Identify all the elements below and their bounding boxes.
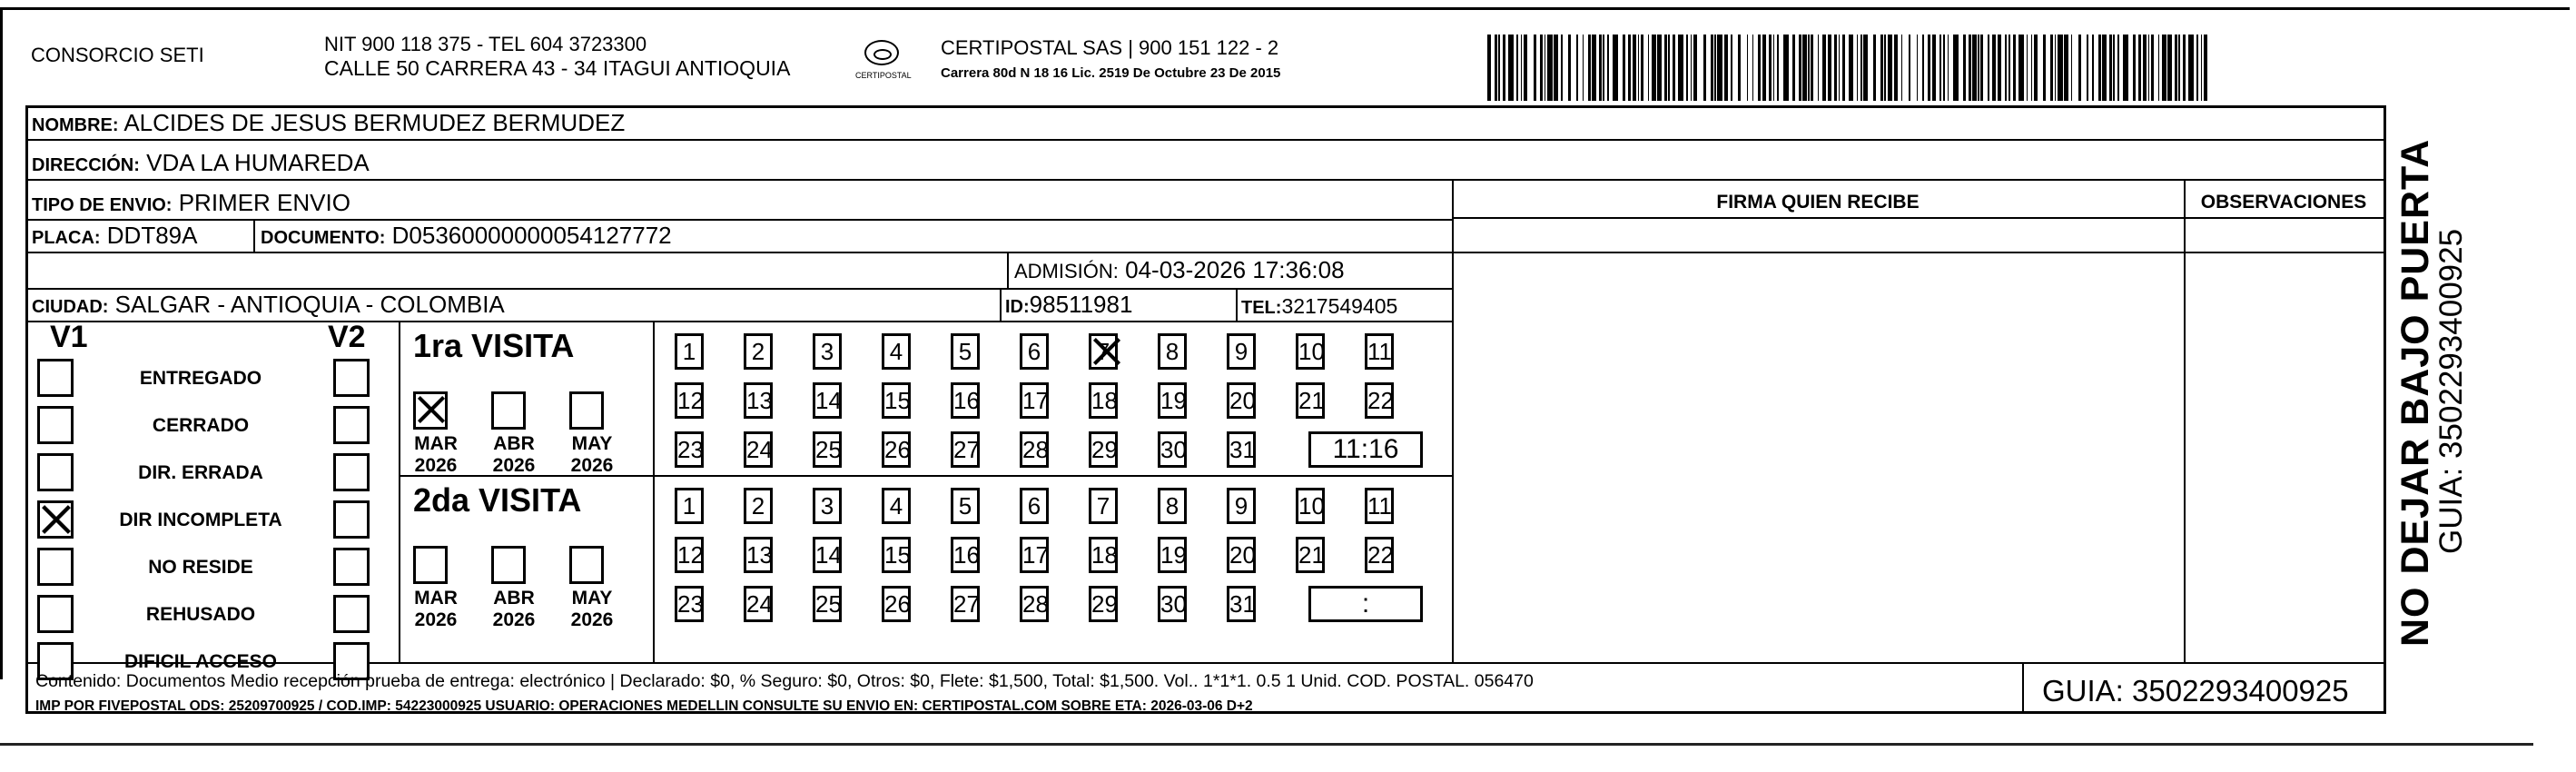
recipient-address: VDA LA HUMAREDA [146,149,370,176]
certipostal-logo-icon [864,40,899,65]
barcode-bar [1731,35,1732,101]
day-box[interactable]: 14 [813,382,842,419]
day-box[interactable]: 21 [1296,537,1325,573]
day-box[interactable]: 3 [813,333,842,370]
barcode-bar [1503,35,1505,101]
barcode-bar [2178,35,2179,101]
day-box[interactable]: 29 [1089,431,1118,468]
day-box[interactable]: 11 [1365,333,1394,370]
footer-imp-line: IMP POR FIVEPOSTAL ODS: 25209700925 / COD.IMP: 54223000925 USUARIO: OPERACIONES MEDELLIN CONSULTE SU ENVIO EN: CERTIPOSTAL.COM SOBRE ETA: 2026-03-06 D+2 [35,698,1253,714]
barcode-bar [2143,35,2147,101]
day-box[interactable]: 31 [1227,586,1256,622]
barcode-bar [2109,35,2112,101]
status-v2-checkbox[interactable] [333,359,370,397]
barcode-bar [2183,35,2186,101]
barcode-bar [1773,35,1774,101]
status-v1-checkbox[interactable] [37,548,74,586]
status-label: CERRADO [152,415,250,436]
barcode-bar [1762,35,1766,101]
day-box[interactable]: 24 [744,431,773,468]
barcode-bar [1657,35,1661,101]
barcode-bar [1873,35,1876,101]
visit-month-checkbox[interactable] [569,546,604,584]
month-name: MAY [571,433,613,454]
barcode-bar [1811,35,1813,101]
day-box[interactable]: 8 [1158,333,1187,370]
row-divider [28,219,1452,221]
barcode-bar [2027,35,2028,101]
barcode-bar [1711,35,1713,101]
barcode-bar [1648,35,1649,101]
barcode-bar [1909,35,1911,101]
ciudad-label: CIUDAD: [32,297,109,317]
day-box[interactable]: 25 [813,431,842,468]
carrier-line: CERTIPOSTAL SAS | 900 151 122 - 2 [941,36,1279,59]
document-number: D05360000000054127772 [391,222,672,249]
day-box[interactable]: 13 [744,537,773,573]
day-box[interactable]: 17 [1020,382,1049,419]
tipo-envio-label: TIPO DE ENVIO: [32,195,173,215]
barcode-bar [1603,35,1604,101]
col-divider [1007,252,1009,288]
month-name: ABR [493,588,535,609]
barcode-bar [1758,35,1761,101]
barcode-bar [2204,35,2207,101]
card-top-border [0,7,2570,10]
check-mark-icon [40,503,73,536]
day-box[interactable]: 23 [675,586,704,622]
month-name: MAR [414,433,458,454]
barcode-bar [1703,35,1706,101]
barcode-bar [1828,35,1831,101]
barcode-bar [1948,35,1949,101]
barcode-bar [1988,35,1989,101]
barcode-bar [1980,35,1983,101]
barcode-bar [2071,35,2072,101]
visit-month-label [484,588,544,631]
barcode-bar [1769,35,1772,101]
day-box[interactable]: 20 [1227,537,1256,573]
recipient-city: SALGAR - ANTIOQUIA - COLOMBIA [114,291,505,318]
day-box[interactable]: 22 [1365,382,1394,419]
shipment-form [25,105,2386,714]
barcode-bar [1943,35,1944,101]
barcode-bar [1576,35,1577,101]
barcode-bar [1901,35,1902,101]
id-label: ID: [1005,297,1030,317]
recipient-name: ALCIDES DE JESUS BERMUDEZ BERMUDEZ [123,109,626,136]
visit-month-checkbox[interactable] [491,391,526,430]
barcode-bar [1978,35,1979,101]
barcode-bar [1521,35,1522,101]
day-box[interactable]: 8 [1158,488,1187,524]
visit-time-box[interactable]: : [1308,586,1423,622]
visit-month-checkbox[interactable] [413,546,448,584]
day-box[interactable]: 28 [1020,431,1049,468]
barcode-bar [1487,35,1491,101]
day-box[interactable]: 7 [1089,333,1118,370]
visit-month-label [562,433,622,477]
month-name: MAY [571,588,613,609]
day-box[interactable]: 30 [1158,431,1187,468]
barcode-bar [2078,35,2081,101]
month-name: ABR [493,433,535,454]
visit-month-checkbox[interactable] [569,391,604,430]
status-label: ENTREGADO [139,368,262,389]
barcode-bar [2188,35,2194,101]
row-divider [28,179,2384,181]
month-year: 2026 [492,455,536,476]
admision-label: ADMISIÓN: [1014,260,1119,282]
shipment-type: PRIMER ENVIO [178,189,350,216]
col-divider [653,321,655,662]
day-box[interactable]: 13 [744,382,773,419]
barcode-bar [1628,35,1631,101]
day-box[interactable]: 15 [882,537,911,573]
barcode-bar [1633,35,1636,101]
day-box[interactable]: 2 [744,488,773,524]
barcode-bar [1932,35,1936,101]
barcode-bar [1917,35,1918,101]
barcode-bar [1792,35,1795,101]
month-name: MAR [414,588,458,609]
barcode-bar [1516,35,1517,101]
day-box[interactable]: 29 [1089,586,1118,622]
day-box[interactable]: 23 [675,431,704,468]
barcode-bar [1638,35,1639,101]
day-box[interactable]: 30 [1158,586,1187,622]
day-box[interactable]: 4 [882,333,911,370]
col-divider [1236,288,1238,321]
barcode-bar [1588,35,1591,101]
barcode-bar [1641,35,1643,101]
status-v1-checkbox[interactable] [37,500,74,539]
status-v2-checkbox[interactable] [333,595,370,633]
barcode-bar [2031,35,2032,101]
side-guia: GUIA: 3502293400925 [2433,228,2469,554]
barcode-bar [2196,35,2197,101]
barcode-bar [1818,35,1819,101]
card-bottom-border [0,743,2533,746]
barcode-bar [2058,35,2063,101]
nombre-label: NOMBRE: [32,115,119,135]
row-divider [28,662,2384,664]
barcode-bar [1613,35,1618,101]
barcode-bar [1568,35,1571,101]
barcode-bar [2050,35,2053,101]
barcode-bar [2018,35,2024,101]
barcode-bar [1524,35,1527,101]
visit-title: 1ra VISITA [413,327,575,364]
barcode-bar [1939,35,1942,101]
day-box[interactable]: 10 [1296,333,1325,370]
barcode-bar [1583,35,1584,101]
barcode-bar [1495,35,1497,101]
month-year: 2026 [492,609,536,630]
status-v2-checkbox[interactable] [333,500,370,539]
day-box[interactable]: 9 [1227,488,1256,524]
barcode-bar [1802,35,1806,101]
barcode-bar [1783,35,1789,101]
visit-title: 2da VISITA [413,481,582,519]
barcode-bar [1922,35,1923,101]
status-v2-checkbox[interactable] [333,406,370,444]
day-box[interactable]: 4 [882,488,911,524]
barcode-bar [2113,35,2114,101]
barcode-bar [2158,35,2159,101]
barcode-bar [1953,35,1959,101]
barcode-bar [1849,35,1854,101]
day-box[interactable]: 2 [744,333,773,370]
day-box[interactable]: 10 [1296,488,1325,524]
barcode-bar [2013,35,2016,101]
month-year: 2026 [570,455,614,476]
barcode-bar [1894,35,1898,101]
barcode-bar [2102,35,2106,101]
row-divider [28,139,2384,141]
barcode-bar [1547,35,1553,101]
day-box[interactable]: 19 [1158,382,1187,419]
day-box[interactable]: 6 [1020,333,1049,370]
barcode-bar [1822,35,1826,101]
visit-month-checkbox[interactable] [491,546,526,584]
barcode-bar [2043,35,2046,101]
day-box[interactable]: 5 [951,333,980,370]
row-divider [28,288,1452,290]
barcode-bar [1673,35,1675,101]
barcode-bar [1691,35,1692,101]
day-box[interactable]: 5 [951,488,980,524]
row-divider [399,475,1452,477]
barcode-bar [2138,35,2141,101]
barcode-bar [1752,35,1753,101]
barcode-bar [2008,35,2009,101]
admission-datetime: 04-03-2026 17:36:08 [1125,256,1345,283]
day-box[interactable]: 25 [813,586,842,622]
recipient-phone: 3217549405 [1281,294,1398,318]
visit-month-label [562,588,622,631]
barcode-bar [2092,35,2093,101]
day-box[interactable]: 16 [951,382,980,419]
barcode-bar [2162,35,2166,101]
barcode-bar [1607,35,1608,101]
barcode-bar [1747,35,1748,101]
barcode-bar [1834,35,1837,101]
barcode-bar [1693,35,1697,101]
barcode-bar [2098,35,2101,101]
day-box[interactable]: 18 [1089,537,1118,573]
visit-time-box[interactable]: 11:16 [1308,431,1423,468]
status-v1-checkbox[interactable] [37,406,74,444]
barcode [1487,35,2214,101]
barcode-bar [1554,35,1557,101]
status-label: DIFICIL ACCESO [123,651,277,672]
visit-month-label [484,433,544,477]
day-box[interactable]: 17 [1020,537,1049,573]
status-v1-checkbox[interactable] [37,453,74,491]
barcode-bar [1498,35,1499,101]
footer-contenido: Contenido: Documentos Medio recepción prueba de entrega: electrónico | Declarado: $0, % Seguro: $0, Otros: $0, Flete: $1,500, Total: $1,500. Vol.. 1*1*1. 0.5 1 Unid. COD. POSTAL. 056470 [35,671,1534,691]
barcode-bar [1623,35,1625,101]
row-divider [28,321,1452,322]
day-box[interactable]: 12 [675,382,704,419]
barcode-bar [1738,35,1741,101]
day-box[interactable]: 15 [882,382,911,419]
observations-area[interactable] [2186,219,2382,660]
barcode-bar [1863,35,1867,101]
barcode-bar [2133,35,2136,101]
day-box[interactable]: 3 [813,488,842,524]
barcode-bar [1808,35,1809,101]
firma-header: FIRMA QUIEN RECIBE [1716,192,1920,213]
day-box[interactable]: 1 [675,488,704,524]
status-label: NO RESIDE [148,557,253,578]
barcode-bar [1998,35,2001,101]
barcode-bar [1880,35,1883,101]
day-box[interactable]: 14 [813,537,842,573]
day-box[interactable]: 28 [1020,586,1049,622]
tel-label: TEL: [1241,298,1282,318]
placa-label: PLACA: [32,228,101,248]
day-box[interactable]: 27 [951,431,980,468]
day-box[interactable]: 18 [1089,382,1118,419]
barcode-bar [1884,35,1885,101]
barcode-bar [1969,35,1971,101]
col-divider [253,219,255,252]
barcode-bar [2064,35,2068,101]
day-box[interactable]: 19 [1158,537,1187,573]
barcode-bar [1534,35,1536,101]
status-v1-checkbox[interactable] [37,359,74,397]
day-box[interactable]: 11 [1365,488,1394,524]
barcode-bar [1839,35,1840,101]
footer-guia: GUIA: 3502293400925 [2042,674,2349,708]
barcode-bar [1888,35,1893,101]
status-v1-checkbox[interactable] [37,595,74,633]
barcode-bar [2148,35,2149,101]
sender-name: CONSORCIO SETI [31,44,204,66]
day-box[interactable]: 26 [882,431,911,468]
day-box[interactable]: 9 [1227,333,1256,370]
check-mark-icon [416,394,447,425]
month-year: 2026 [570,609,614,630]
barcode-bar [1714,35,1715,101]
day-box[interactable]: 22 [1365,537,1394,573]
barcode-bar [1668,35,1669,101]
barcode-bar [1540,35,1543,101]
visit-month-checkbox[interactable] [413,391,448,430]
v1-header: V1 [50,320,88,354]
col-divider [399,321,400,662]
barcode-bar [1652,35,1655,101]
barcode-bar [1799,35,1801,101]
barcode-bar [2175,35,2177,101]
barcode-bar [1724,35,1728,101]
signature-area[interactable] [1454,219,2182,660]
barcode-bar [1928,35,1930,101]
barcode-bar [1857,35,1858,101]
documento-label: DOCUMENTO: [261,228,386,248]
day-box[interactable]: 1 [675,333,704,370]
day-box[interactable]: 12 [675,537,704,573]
col-divider [2022,662,2024,714]
barcode-bar [2055,35,2056,101]
barcode-bar [2151,35,2154,101]
month-year: 2026 [414,609,458,630]
barcode-bar [1508,35,1514,101]
visit-month-label [406,588,466,631]
barcode-bar [1972,35,1976,101]
side-warning: NO DEJAR BAJO PUERTA [2393,138,2437,647]
v2-header: V2 [328,320,366,354]
barcode-bar [1860,35,1861,101]
barcode-bar [1842,35,1845,101]
barcode-bar [1664,35,1667,101]
day-box[interactable]: 27 [951,586,980,622]
visit-month-label [406,433,466,477]
check-mark-icon [1091,336,1122,367]
month-year: 2026 [414,455,458,476]
status-v2-checkbox[interactable] [333,548,370,586]
sender-nit-line: NIT 900 118 375 - TEL 604 3723300 [324,33,647,55]
status-label: REHUSADO [145,604,256,625]
direccion-label: DIRECCIÓN: [32,155,140,175]
barcode-bar [2034,35,2038,101]
day-box[interactable]: 7 [1089,488,1118,524]
barcode-bar [1992,35,1996,101]
day-box[interactable]: 6 [1020,488,1049,524]
day-box[interactable]: 26 [882,586,911,622]
day-box[interactable]: 24 [744,586,773,622]
col-divider [1000,288,1002,321]
barcode-bar [1777,35,1778,101]
barcode-bar [2201,35,2202,101]
logo-text: CERTIPOSTAL [855,71,912,80]
day-box[interactable]: 20 [1227,382,1256,419]
barcode-bar [1678,35,1683,101]
status-label: DIR. ERRADA [138,462,263,483]
barcode-bar [1686,35,1687,101]
barcode-bar [1561,35,1562,101]
status-v2-checkbox[interactable] [333,453,370,491]
barcode-bar [1717,35,1722,101]
barcode-bar [2005,35,2008,101]
barcode-bar [2117,35,2118,101]
barcode-bar [1963,35,1966,101]
barcode-bar [2167,35,2171,101]
sender-address-line: CALLE 50 CARRERA 43 - 34 ITAGUI ANTIOQUIA [324,56,791,80]
day-box[interactable]: 31 [1227,431,1256,468]
barcode-bar [2123,35,2128,101]
observaciones-header: OBSERVACIONES [2200,192,2367,213]
status-label: DIR INCOMPLETA [119,510,282,530]
recipient-id: 98511981 [1029,291,1133,318]
license-line: Carrera 80d N 18 16 Lic. 2519 De Octubre 23 De 2015 [941,65,1281,81]
day-box[interactable]: 21 [1296,382,1325,419]
barcode-bar [1592,35,1595,101]
day-box[interactable]: 16 [951,537,980,573]
plate-number: DDT89A [106,222,198,249]
barcode-bar [1599,35,1602,101]
card-left-border [0,7,3,679]
